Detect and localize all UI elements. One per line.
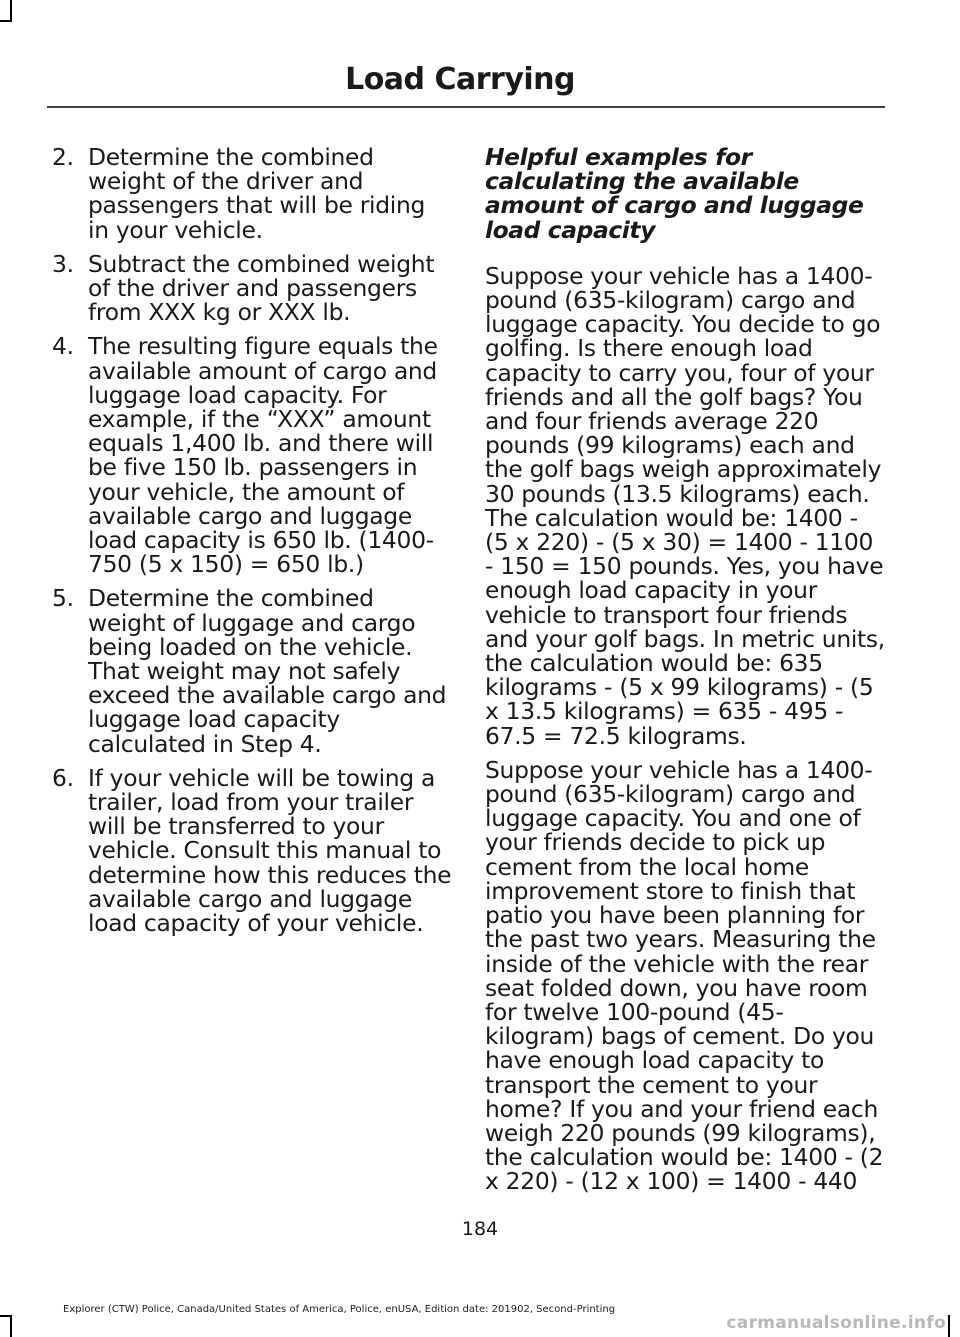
step-text: The resulting figure equals the available amount of cargo and luggage load capacity. For example, if the “XXX” amount equals 1,400 lb. and there will be five 150 lb. passengers in your vehicle, the amount of available cargo and luggage load capacity is 650 lb. (1400-750 (5 x 150) = 650 lb.) xyxy=(88,332,438,579)
step-number: 5. xyxy=(52,584,74,613)
list-item xyxy=(52,763,452,938)
crop-mark xyxy=(10,0,12,22)
examples-heading: Helpful examples for calculating the available amount of cargo and luggage load capacity xyxy=(485,143,864,244)
list-item xyxy=(52,145,452,242)
step-text: If your vehicle will be towing a trailer, load from your trailer will be transferred to your vehicle. Consult this manual to determine how this reduces the available cargo and luggage load capacity of your vehicle. xyxy=(88,763,452,938)
page-title: Load Carrying xyxy=(345,62,575,97)
steps-column xyxy=(52,145,452,945)
step-number: 6. xyxy=(52,763,74,792)
step-text: Subtract the combined weight of the driver and passengers from XXX kg or XXX lb. xyxy=(88,249,435,327)
crop-mark xyxy=(0,1315,12,1317)
step-number: 2. xyxy=(52,143,74,171)
page-number: 184 xyxy=(461,1218,499,1240)
list-item xyxy=(52,584,452,758)
step-number: 3. xyxy=(52,249,74,278)
step-text: Determine the combined weight of luggage and cargo being loaded on the vehicle. That weight may not safely exceed the available cargo and luggage load capacity calculated in Step 4. xyxy=(88,584,447,758)
watermark: carmanualsonline.info xyxy=(726,1313,946,1333)
example-paragraph: Suppose your vehicle has a 1400-pound (635-kilogram) cargo and luggage capacity. You and one of your friends decide to pick up cement from the local home improvement store to finish that patio you have been planning for the past two years. Measuring the inside of the vehicle with the rear seat folded down, you have room for twelve 100-pound (45-kilogram) bags of cement. Do you have enough load capacity to transport the cement to your home? If you and your friend each weigh 220 pounds (99 kilograms), the calculation would be: 1400 - (2 x 220) - (12 x 100) = 1400 - 440 xyxy=(485,755,884,1196)
list-item xyxy=(52,332,452,579)
header-divider xyxy=(47,106,885,108)
examples-column xyxy=(485,145,885,1204)
crop-mark xyxy=(948,1315,950,1337)
step-text: Determine the combined weight of the driver and passengers that will be riding in your vehicle. xyxy=(88,143,426,244)
crop-mark xyxy=(10,1315,12,1337)
edition-footer: Explorer (CTW) Police, Canada/United States of America, Police, enUSA, Edition date: 201902, Second-Printing xyxy=(63,1304,616,1315)
list-item xyxy=(52,249,452,327)
crop-mark xyxy=(0,20,12,22)
example-paragraph: Suppose your vehicle has a 1400-pound (635-kilogram) cargo and luggage capacity. You decide to go golfing. Is there enough load capacity to carry you, four of your friends and all the golf bags? You and four friends average 220 pounds (99 kilograms) each and the golf bags weigh approximately 30 pounds (13.5 kilograms) each. The calculation would be: 1400 - (5 x 220) - (5 x 30) = 1400 - 1100 - 150 = 150 pounds. Yes, you have enough load capacity in your vehicle to transport four friends and your golf bags. In metric units, the calculation would be: 635 kilograms - (5 x 99 kilograms) - (5 x 13.5 kilograms) = 635 - 495 - 67.5 = 72.5 kilograms. xyxy=(485,261,885,750)
steps-list xyxy=(52,143,452,938)
step-number: 4. xyxy=(52,332,74,361)
